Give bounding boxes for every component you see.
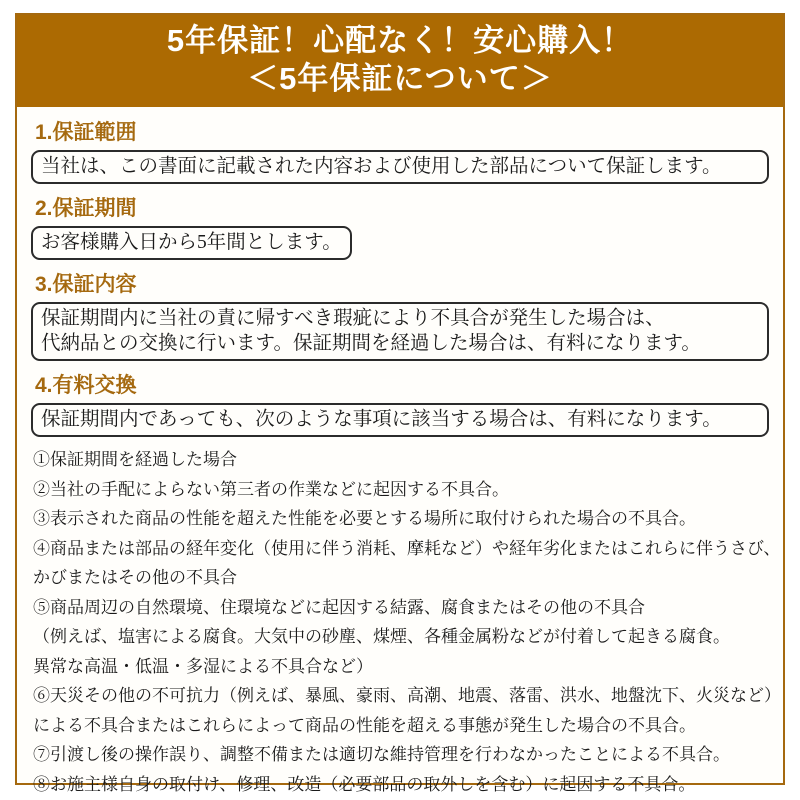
section-textbox-paid-exchange bbox=[31, 403, 769, 437]
condition-item-5-example-continued: 異常な高温・低温・多湿による不具合など） bbox=[33, 656, 373, 676]
section-textbox-scope bbox=[31, 150, 769, 184]
condition-item-3: ③表示された商品の性能を超えた性能を必要とする場所に取付けられた場合の不具合。 bbox=[33, 509, 696, 528]
condition-item-5-example: （例えば、塩害による腐食。大気中の砂塵、煤煙、各種金属粉などが付着して起きる腐食。 bbox=[33, 627, 730, 646]
textbox-line: 代納品との交換に行います。保証期間を経過した場合は、有料になります。 bbox=[41, 333, 701, 354]
textbox-line: 保証期間内に当社の責に帰すべき瑕疵により不具合が発生した場合は、 bbox=[41, 308, 665, 329]
header-title-line1: 5年保証！心配なく！安心購入！ bbox=[166, 23, 634, 58]
textbox-line: 当社は、この書面に記載された内容および使用した部品について保証します。 bbox=[41, 156, 722, 177]
condition-item-4-continued: かびまたはその他の不具合 bbox=[33, 568, 237, 587]
section-heading-details: 3.保証内容 bbox=[35, 273, 137, 296]
textbox-line: お客様購入日から5年間とします。 bbox=[41, 232, 342, 253]
condition-item-7: ⑦引渡し後の操作誤り、調整不備または適切な維持管理を行わなかったことによる不具合。 bbox=[33, 745, 730, 764]
condition-item-4: ④商品または部品の経年変化（使用に伴う消耗、摩耗など）や経年劣化またはこれらに伴うさび、 bbox=[33, 538, 781, 558]
warranty-panel bbox=[15, 13, 785, 794]
section-heading-paid-exchange: 4.有料交換 bbox=[35, 374, 137, 397]
warranty-content bbox=[17, 107, 783, 799]
section-textbox-details bbox=[31, 302, 769, 361]
section-textbox-period bbox=[31, 226, 352, 260]
conditions-list bbox=[33, 445, 781, 799]
condition-item-1: ①保証期間を経過した場合 bbox=[33, 450, 237, 469]
section-heading-period: 2.保証期間 bbox=[35, 197, 137, 220]
condition-item-2: ②当社の手配によらない第三者の作業などに起因する不具合。 bbox=[33, 479, 509, 499]
condition-item-6-continued: による不具合またはこれらによって商品の性能を超える事態が発生した場合の不具合。 bbox=[33, 715, 696, 735]
section-heading-scope: 1.保証範囲 bbox=[35, 121, 137, 144]
header-title-line2: ＜5年保証について＞ bbox=[247, 61, 553, 96]
condition-item-8: ⑧お施主様自身の取付け、修理、改造（必要部品の取外しを含む）に起因する不具合。 bbox=[33, 774, 696, 794]
header-banner bbox=[17, 15, 783, 107]
textbox-line: 保証期間内であっても、次のような事項に該当する場合は、有料になります。 bbox=[41, 409, 722, 430]
condition-item-5: ⑤商品周辺の自然環境、住環境などに起因する結露、腐食またはその他の不具合 bbox=[33, 597, 645, 617]
condition-item-6: ⑥天災その他の不可抗力（例えば、暴風、豪雨、高潮、地震、落雷、洪水、地盤沈下、火災など） bbox=[33, 686, 781, 705]
